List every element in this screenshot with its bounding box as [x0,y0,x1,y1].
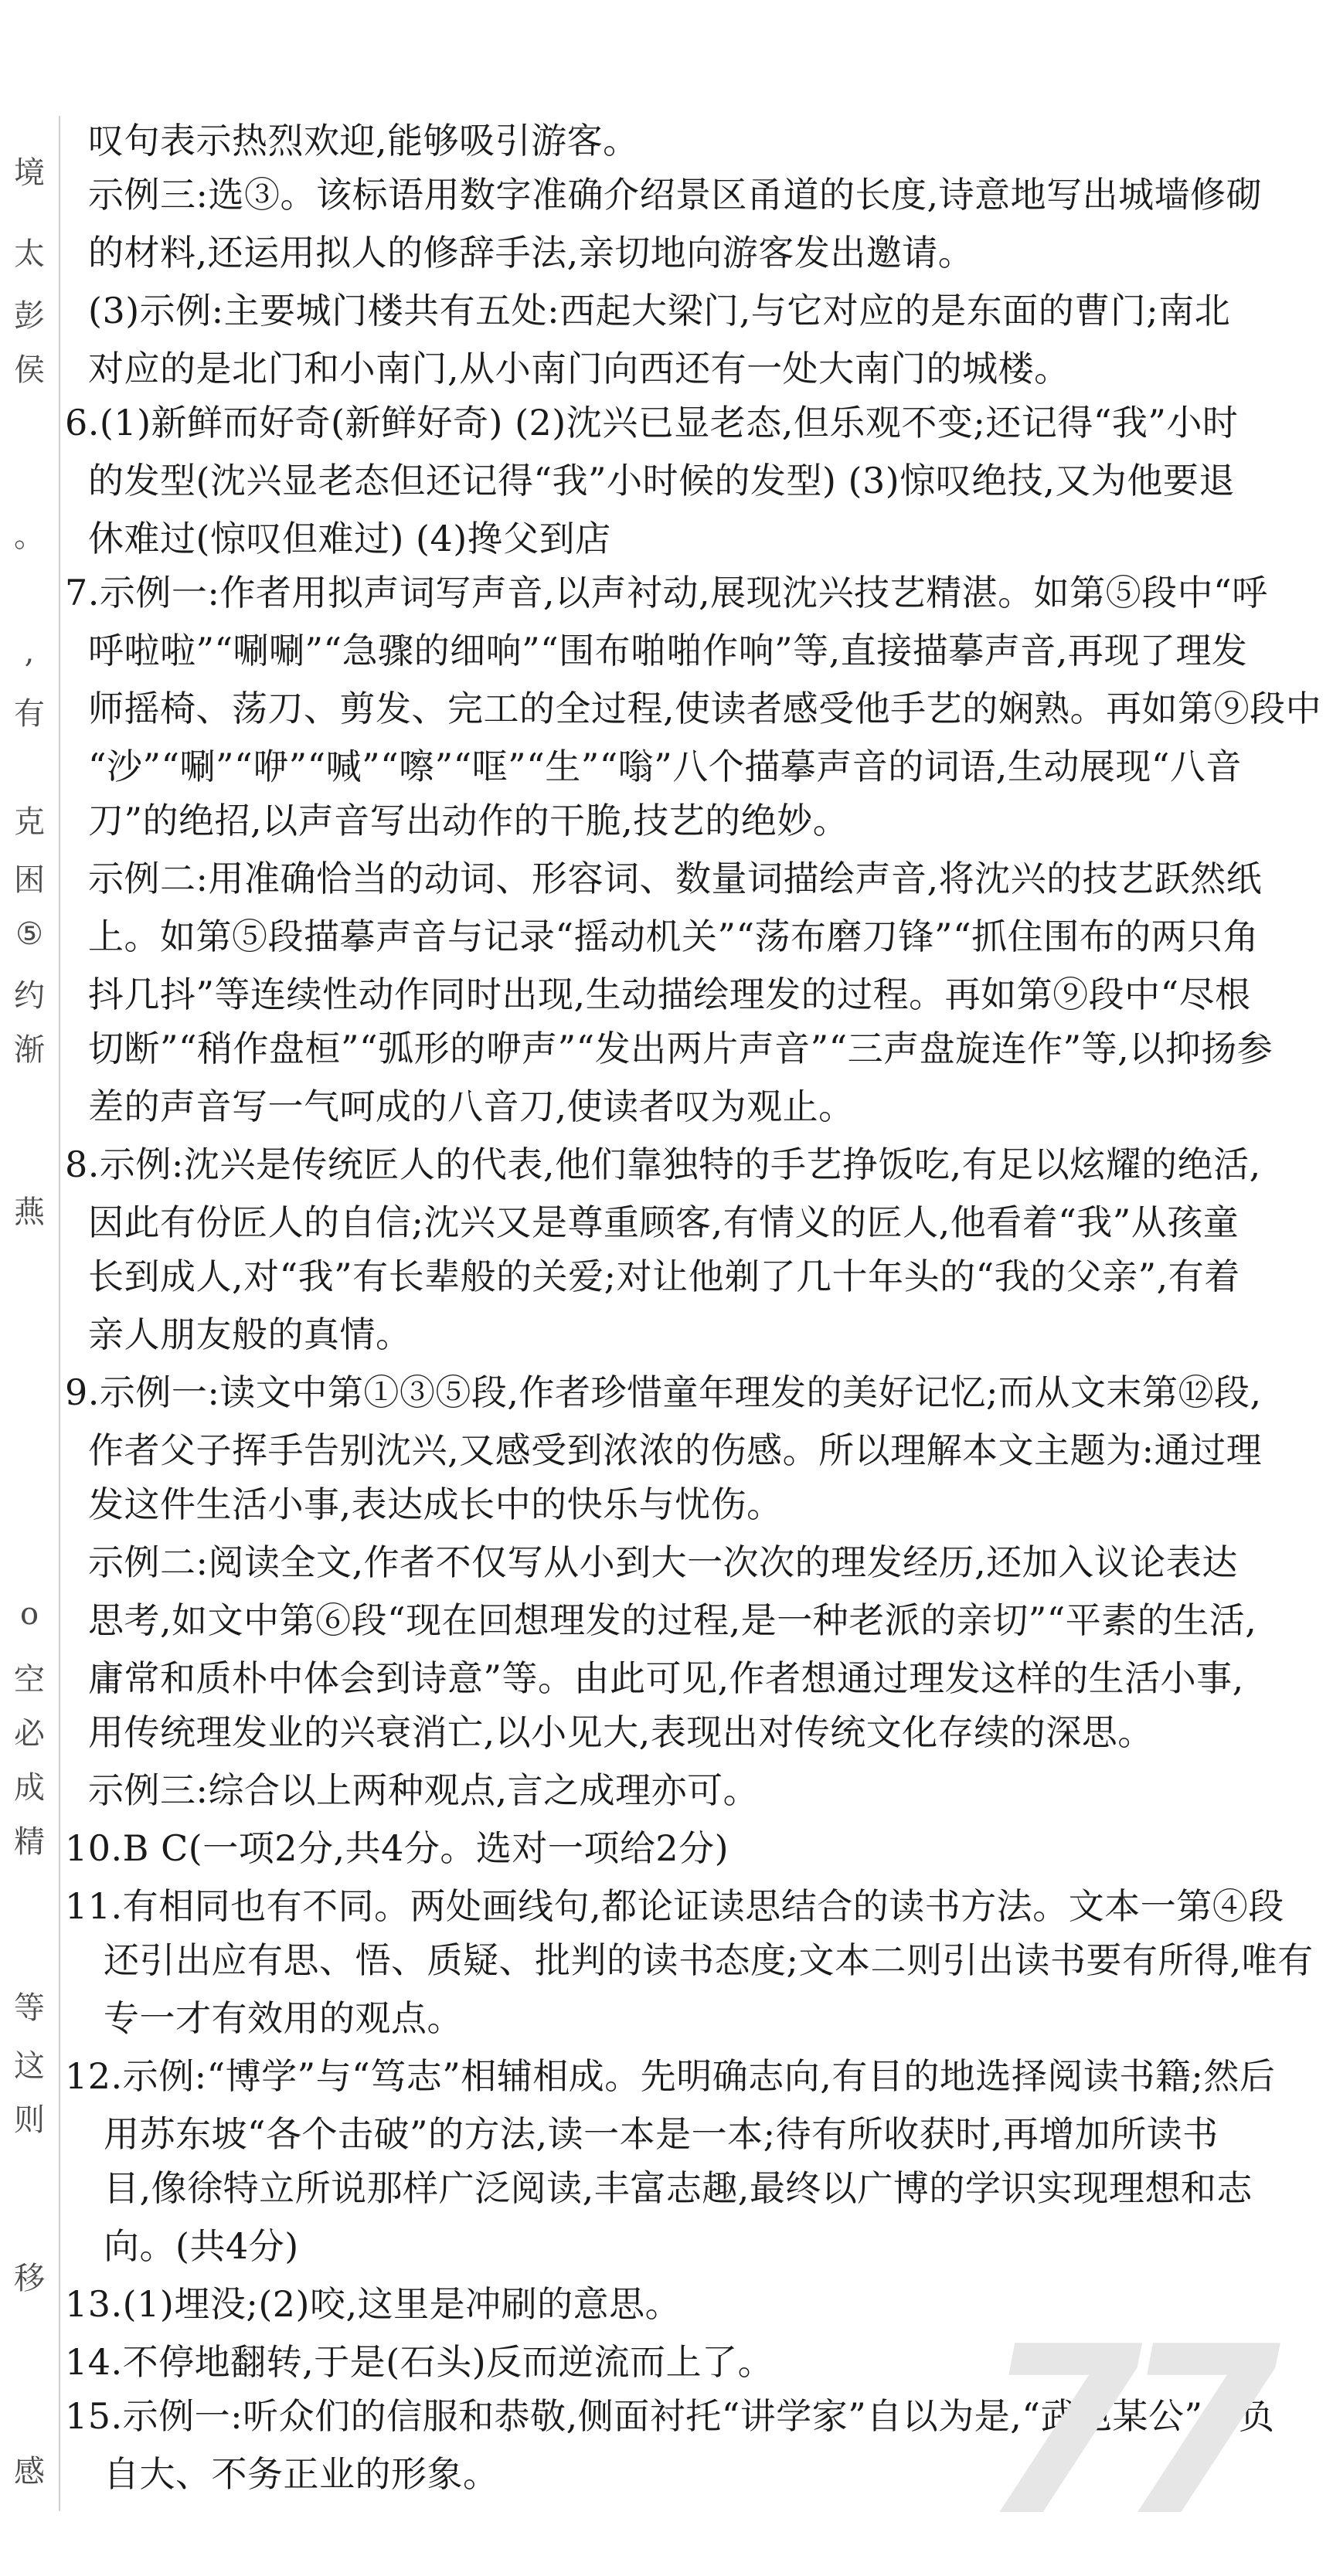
text-line: 专一才有效用的观点。 [104,1997,463,2039]
text-line: 7.示例一:作者用拟声词写声音,以声衬动,展现沈兴技艺精湛。如第⑤段中“呼 [65,572,1268,613]
text-line: 对应的是北门和小南门,从小南门向西还有一处大南门的城楼。 [88,348,1070,389]
text-line: 师摇椅、荡刀、剪发、完工的全过程,使读者感受他手艺的娴熟。再如第⑨段中 [88,688,1322,729]
margin-char: 成 [14,1770,45,1806]
text-line: 示例三:选③。该标语用数字准确介绍景区甬道的长度,诗意地写出城墙修砌 [88,174,1263,216]
text-line: 8.示例:沈兴是传统匠人的代表,他们靠独特的手艺挣饭吃,有足以炫耀的绝活, [65,1144,1261,1185]
text-line: 用传统理发业的兴衰消亡,以小见大,表现出对传统文化存续的深思。 [88,1711,1154,1753]
margin-char: 精 [14,1824,45,1860]
margin-char: 有 [14,696,45,732]
text-line: 10.B C(一项2分,共4分。选对一项给2分) [65,1827,729,1869]
text-line: 的材料,还运用拟人的修辞手法,亲切地向游客发出邀请。 [88,232,974,274]
text-line: 发这件生活小事,表达成长中的快乐与忧伤。 [88,1483,783,1525]
text-line: 差的声音写一气呵成的八音刀,使读者叹为观止。 [88,1086,855,1127]
adjacent-page-edge [0,0,65,2576]
text-line: 抖几抖”等连续性动作同时出现,生动描绘理发的过程。再如第⑨段中“尽根 [88,974,1251,1015]
text-line: 庸常和质朴中体会到诗意”等。由此可见,作者想通过理发这样的生活小事, [88,1657,1244,1699]
margin-char: 侯 [14,352,45,388]
margin-char: o [19,1596,39,1632]
text-line: 休难过(惊叹但难过) (4)搀父到店 [88,518,611,559]
text-line: 还引出应有思、悟、质疑、批判的读书态度;文本二则引出读书要有所得,唯有 [104,1939,1314,1981]
text-line: 叹句表示热烈欢迎,能够吸引游客。 [88,120,639,161]
margin-char: 。 [14,518,45,554]
margin-char: 太 [14,236,45,272]
page-number: 77 [981,2297,1258,2567]
margin-char: 克 [14,804,45,840]
text-line: 因此有份匠人的自信;沈兴又是尊重顾客,有情义的匠人,他看着“我”从孩童 [88,1201,1239,1243]
text-line: 刀”的绝招,以声音写出动作的干脆,技艺的绝妙。 [88,800,849,841]
text-line: 自大、不务正业的形象。 [104,2453,499,2495]
text-line: 长到成人,对“我”有长辈般的关爱;对让他剃了几十年头的“我的父亲”,有着 [88,1256,1240,1297]
text-line: “沙”“唰”“咿”“喊”“嚓”“哐”“生”“嗡”八个描摹声音的词语,生动展现“八音 [88,746,1242,787]
page-gutter-line [59,116,60,2511]
text-line: 呼啦啦”“唰唰”“急骤的细响”“围布啪啪作响”等,直接描摹声音,再现了理发 [88,630,1248,671]
text-line: 向。(共4分) [104,2225,299,2267]
margin-char: 燕 [14,1195,45,1230]
text-line: 思考,如文中第⑥段“现在回想理发的过程,是一种老派的亲切”“平素的生活, [88,1599,1257,1641]
margin-char: 感 [14,2454,45,2489]
margin-char: 空 [14,1662,45,1698]
text-line: 目,像徐特立所说那样广泛阅读,丰富志趣,最终以广博的学识实现理想和志 [104,2167,1253,2209]
margin-char: 境 [14,155,45,191]
text-line: 亲人朋友般的真情。 [88,1313,412,1355]
margin-char: 彭 [14,298,45,334]
text-line: 示例三:综合以上两种观点,言之成理亦可。 [88,1769,760,1811]
text-line: 上。如第⑤段描摹声音与记录“摇动机关”“荡布磨刀锋”“抓住围布的两只角 [88,916,1260,957]
text-line: 示例二:阅读全文,作者不仅写从小到大一次次的理发经历,还加入议论表达 [88,1541,1238,1583]
text-line: 15.示例一:听众们的信服和恭敬,侧面衬托“讲学家”自以为是,“武邑某公”自负 [65,2395,1275,2437]
margin-char: 必 [14,1716,45,1752]
text-line: 6.(1)新鲜而好奇(新鲜好奇) (2)沈兴已显老态,但乐观不变;还记得“我”小时 [65,402,1239,443]
text-line: 切断”“稍作盘桓”“弧形的咿声”“发出两片声音”“三声盘旋连作”等,以抑扬参 [88,1028,1273,1069]
text-line: 11.有相同也有不同。两处画线句,都论证读思结合的读书方法。文本一第④段 [65,1885,1284,1927]
text-line: 示例二:用准确恰当的动词、形容词、数量词描绘声音,将沈兴的技艺跃然纸 [88,858,1263,899]
margin-char: 困 [14,862,45,898]
margin-char: 等 [14,1990,45,2026]
text-line: 用苏东坡“各个击破”的方法,读一本是一本;待有所收获时,再增加所读书 [104,2113,1219,2155]
text-line: 作者父子挥手告别沈兴,又感受到浓浓的伤感。所以理解本文主题为:通过理 [88,1429,1263,1471]
margin-char: 则 [14,2102,45,2138]
margin-char: ⑤ [15,916,43,952]
margin-char: , [24,634,35,670]
text-line: 14.不停地翻转,于是(石头)反而逆流而上了。 [65,2341,774,2383]
text-line: (3)示例:主要城门楼共有五处:西起大梁门,与它对应的是东面的曹门;南北 [88,290,1231,331]
margin-char: 渐 [14,1032,45,1068]
text-line: 13.(1)埋没;(2)咬,这里是冲刷的意思。 [65,2283,682,2325]
margin-char: 约 [14,978,45,1014]
margin-char: 移 [14,2261,45,2296]
text-line: 12.示例:“博学”与“笃志”相辅相成。先明确志向,有目的地选择阅读书籍;然后 [65,2055,1276,2097]
text-line: 的发型(沈兴显老态但还记得“我”小时候的发型) (3)惊叹绝技,又为他要退 [88,460,1235,501]
text-line: 9.示例一:读文中第①③⑤段,作者珍惜童年理发的美好记忆;而从文末第⑫段, [65,1371,1262,1413]
margin-char: 这 [14,2048,45,2084]
